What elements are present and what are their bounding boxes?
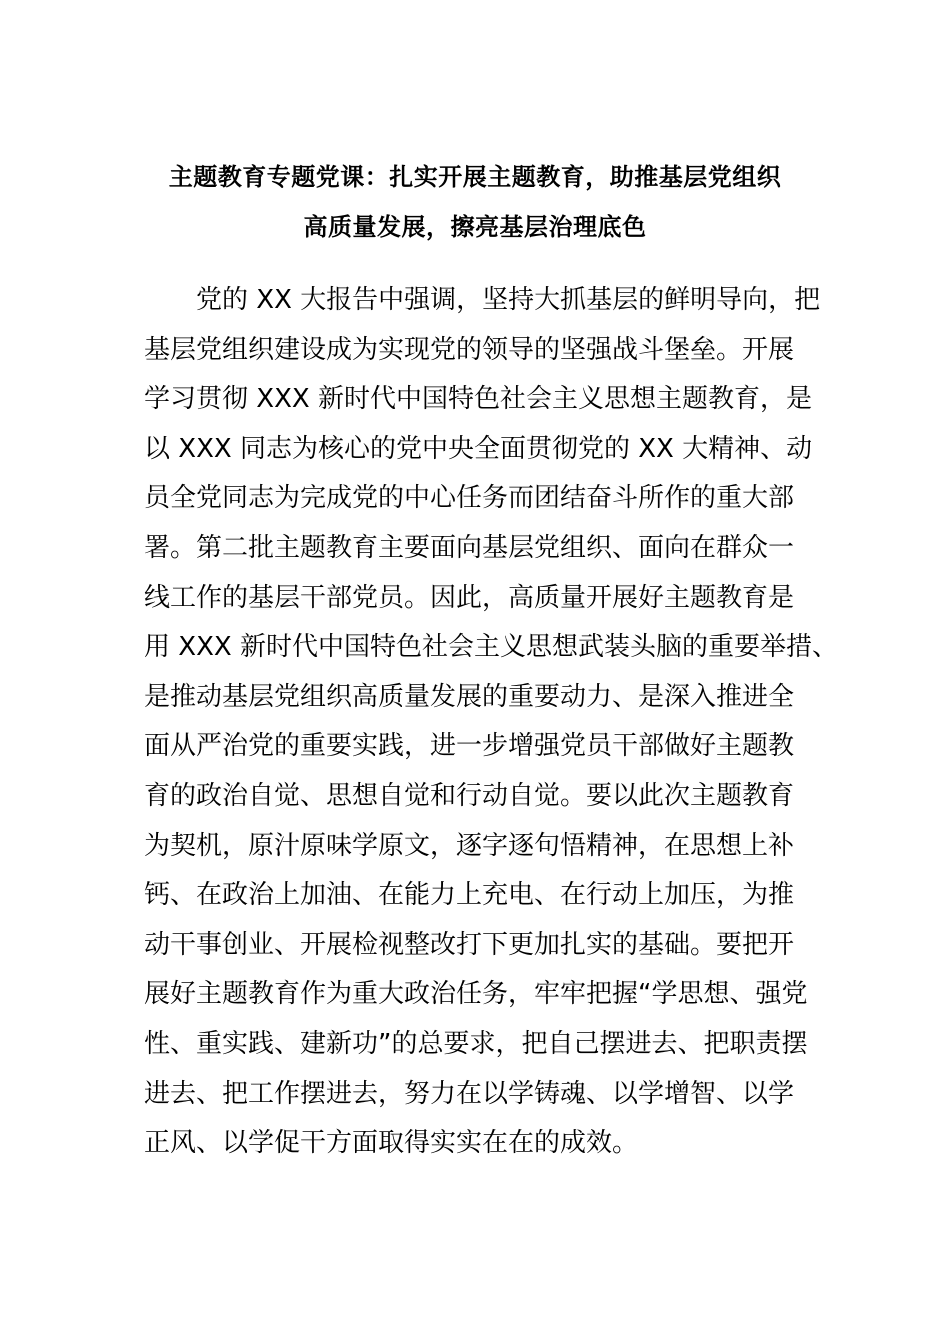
document-paragraph xyxy=(144,276,838,1169)
paragraph-line: 员全党同志为完成党的中心任务而团结奋斗所作的重大部 xyxy=(144,483,795,514)
document-title-line-2: 高质量发展，擦亮基层治理底色 xyxy=(303,213,647,241)
paragraph-line: 是推动基层党组织高质量发展的重要动力、是深入推进全 xyxy=(144,681,795,712)
paragraph-line: 线工作的基层干部党员。因此，高质量开展好主题教育是 xyxy=(144,582,795,613)
paragraph-line: 面从严治党的重要实践，进一步增强党员干部做好主题教 xyxy=(144,731,795,762)
paragraph-line: 性、重实践、建新功”的总要求，把自己摆进去、把职责摆 xyxy=(144,1028,808,1059)
document-title-line-1: 主题教育专题党课：扎实开展主题教育，助推基层党组织 xyxy=(168,163,782,191)
paragraph-line: 党的 XX 大报告中强调，坚持大抓基层的鲜明导向，把 xyxy=(196,285,821,315)
paragraph-line: 进去、把工作摆进去，努力在以学铸魂、以学增智、以学 xyxy=(144,1078,795,1109)
paragraph-line: 署。第二批主题教育主要面向基层党组织、面向在群众一 xyxy=(144,532,795,563)
paragraph-line: 展好主题教育作为重大政治任务，牢牢把握“学思想、强党 xyxy=(144,979,808,1010)
paragraph-line: 育的政治自觉、思想自觉和行动自觉。要以此次主题教育 xyxy=(144,780,795,811)
paragraph-line: 钙、在政治上加油、在能力上充电、在行动上加压，为推 xyxy=(144,880,795,911)
paragraph-line: 以 XXX 同志为核心的党中央全面贯彻党的 XX 大精神、动 xyxy=(144,433,813,464)
paragraph-line: 动干事创业、开展检视整改打下更加扎实的基础。要把开 xyxy=(144,929,795,960)
paragraph-line: 基层党组织建设成为实现党的领导的坚强战斗堡垒。开展 xyxy=(144,334,795,365)
paragraph-line: 为契机，原汁原味学原文，逐字逐句悟精神，在思想上补 xyxy=(144,830,795,861)
paragraph-line: 学习贯彻 XXX 新时代中国特色社会主义思想主题教育，是 xyxy=(144,384,812,415)
paragraph-line: 用 XXX 新时代中国特色社会主义思想武装头脑的重要举措、 xyxy=(144,632,838,663)
paragraph-line: 正风、以学促干方面取得实实在在的成效。 xyxy=(144,1128,639,1159)
